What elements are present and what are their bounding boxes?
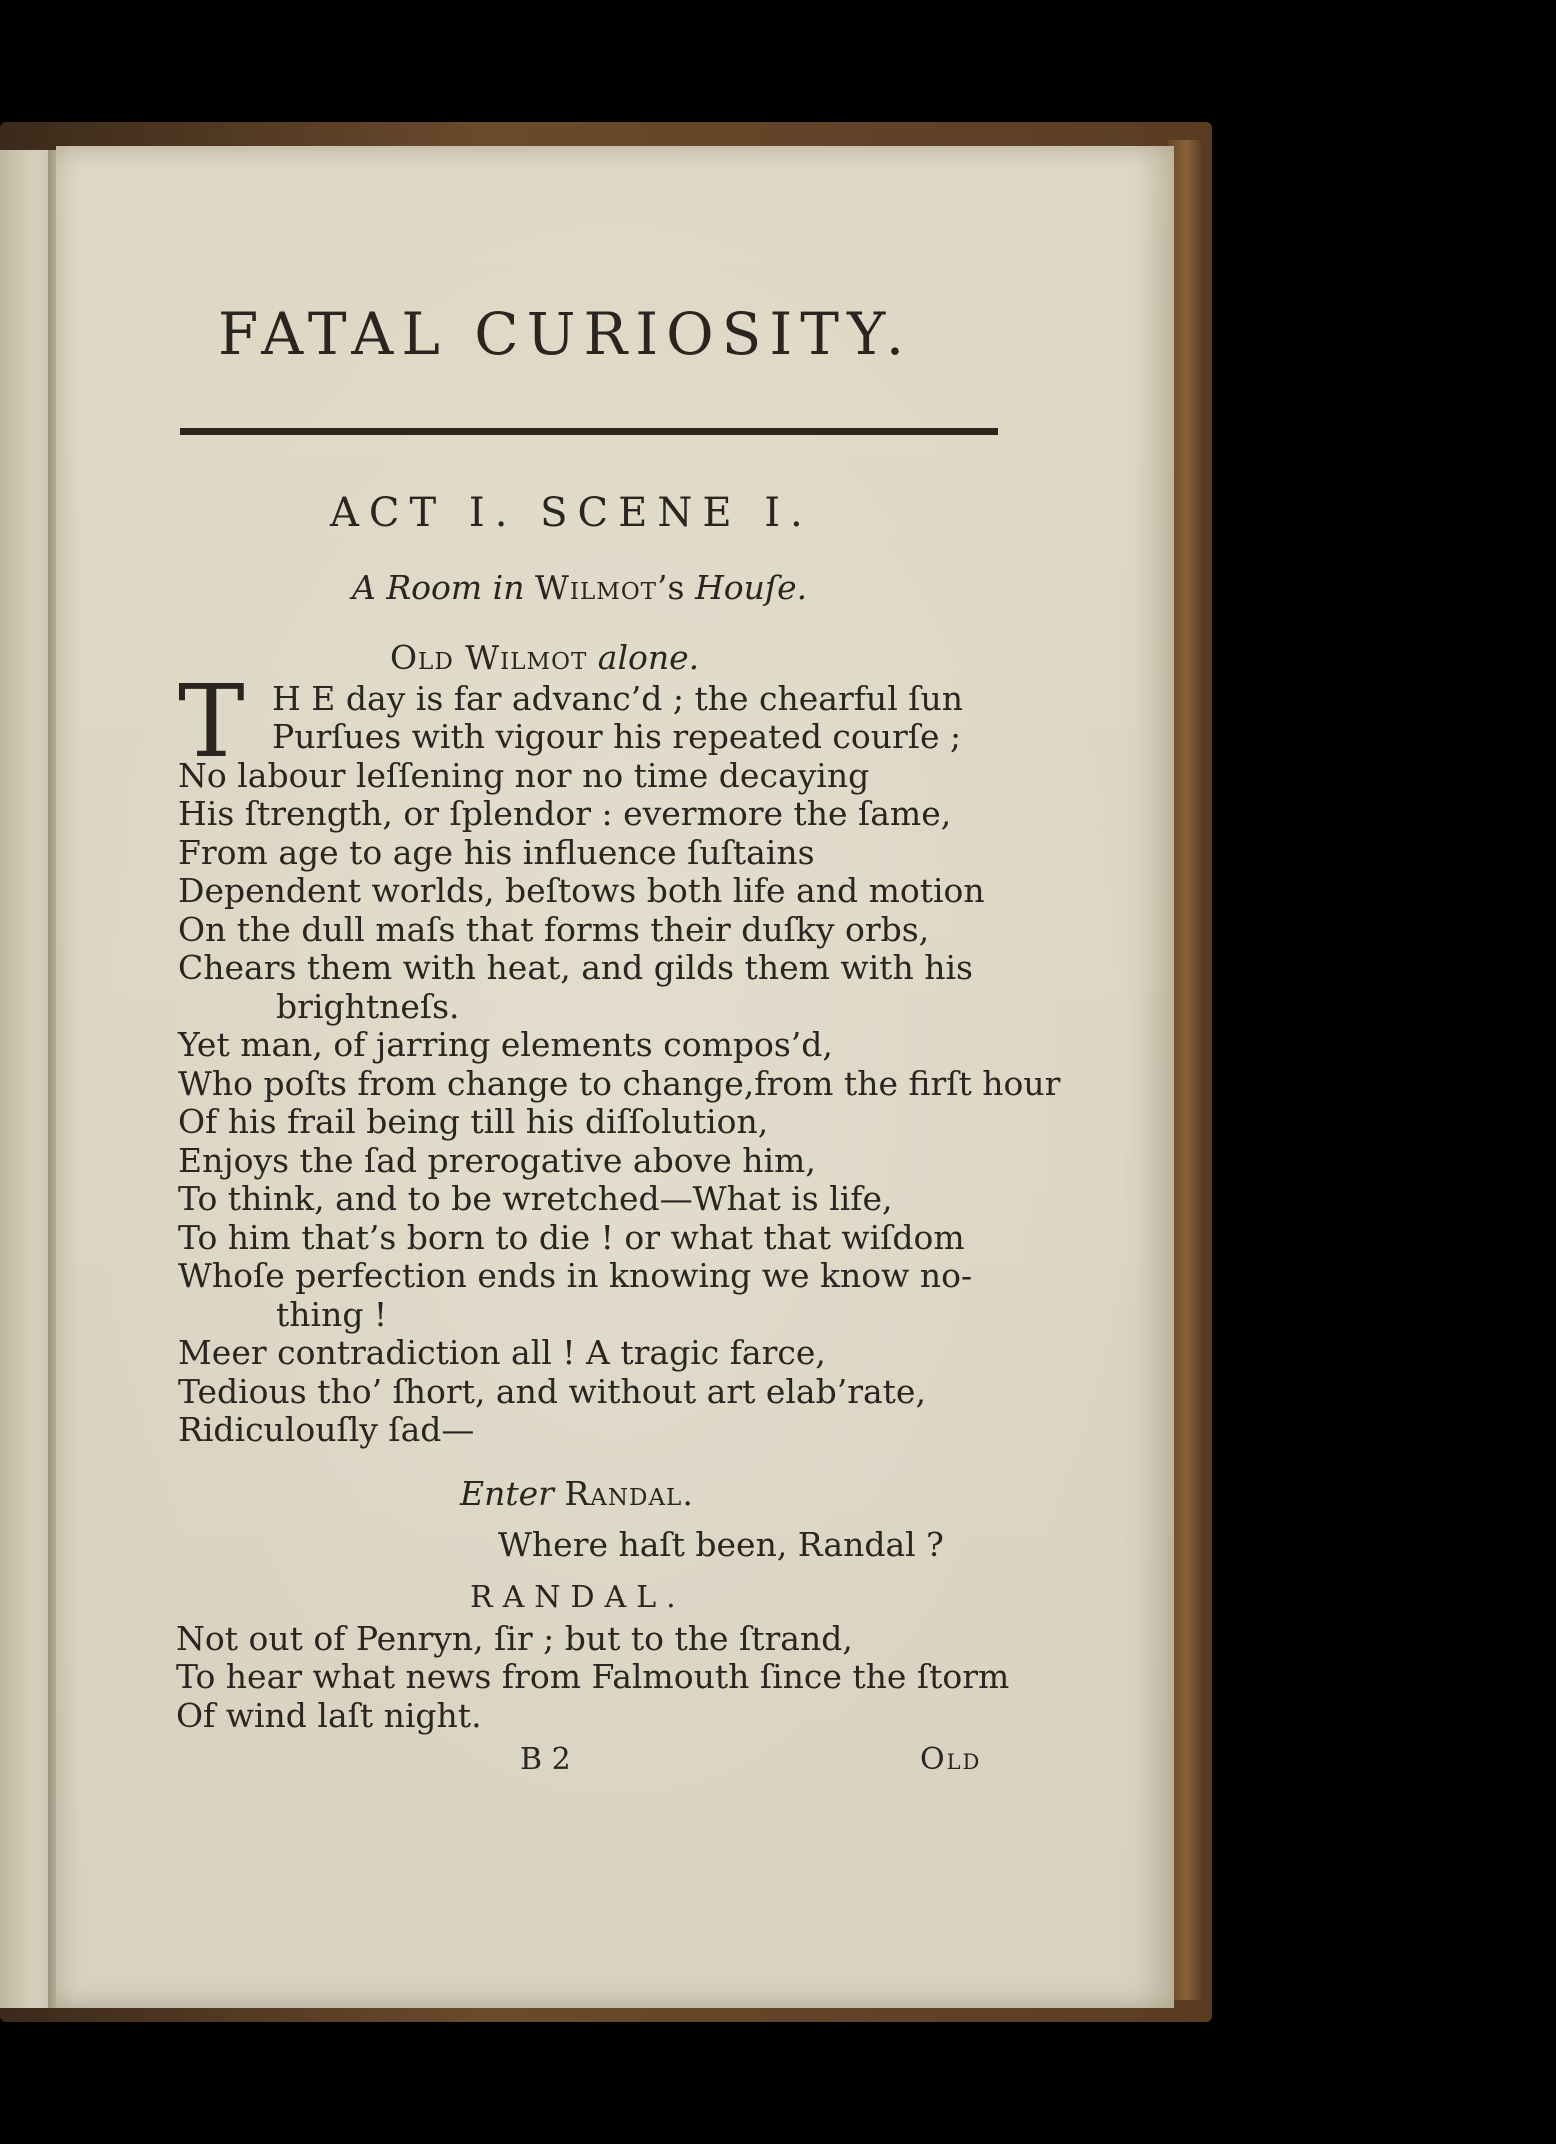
stage-direction — [460, 1474, 694, 1513]
page-title: FATAL CURIOSITY. — [218, 300, 913, 368]
verse-line: To him that’s born to die ! or what that wiſdom — [178, 1218, 965, 1257]
verse-line: Purſues with vigour his repeated courſe ; — [272, 717, 962, 756]
setting-prefix: A Room in — [352, 568, 525, 607]
speaker-name: RANDAL. — [470, 1580, 686, 1615]
verse-line: H E day is far advanc’d ; the chearful ſun — [272, 679, 963, 718]
signature-mark: B 2 — [520, 1742, 571, 1777]
verse-line: Where haſt been, Randal ? — [498, 1525, 944, 1564]
drop-cap: T — [178, 663, 245, 780]
setting-suffix: ’s — [657, 568, 685, 607]
setting-name: Wilmot — [535, 568, 658, 607]
setting-place: Houſe. — [694, 568, 808, 607]
scene-setting — [352, 568, 807, 607]
verse-line: Of his frail being till his diſſolution, — [178, 1102, 769, 1141]
catchword: Old — [920, 1742, 982, 1777]
verse-line: From age to age his influence ſuſtains — [178, 833, 815, 872]
opening-speaker — [390, 638, 699, 677]
verse-line: Yet man, of jarring elements compos’d, — [178, 1025, 833, 1064]
verse-line: To hear what news from Falmouth ſince the ſtorm — [176, 1657, 1010, 1696]
verse-line: Meer contradiction all ! A tragic farce, — [178, 1333, 826, 1372]
verse-line: thing ! — [276, 1295, 388, 1334]
verse-line: Ridiculouſly ſad— — [178, 1410, 475, 1449]
verse-line: On the dull maſs that forms their duſky orbs, — [178, 910, 930, 949]
verse-line: Of wind laſt night. — [176, 1696, 482, 1735]
title-rule — [180, 428, 998, 435]
opening-speaker-direction: alone. — [597, 638, 700, 677]
verse-line: Tedious tho’ ſhort, and without art elab’rate, — [178, 1372, 926, 1411]
opening-speaker-name: Old Wilmot — [390, 638, 588, 677]
verse-line: Who poſts from change to change,from the firſt hour — [178, 1064, 1061, 1103]
verse-line: No labour leſſening nor no time decaying — [178, 756, 870, 795]
verse-line: Chears them with heat, and gilds them with his — [178, 948, 973, 987]
verse-line: brightneſs. — [276, 987, 460, 1026]
verse-line: To think, and to be wretched—What is life, — [178, 1179, 893, 1218]
verse-line: Not out of Penryn, ſir ; but to the ſtrand, — [176, 1619, 853, 1658]
stage-verb: Enter — [460, 1474, 554, 1513]
verse-line: Whoſe perfection ends in knowing we know no- — [178, 1256, 973, 1295]
verse-line: Enjoys the ſad prerogative above him, — [178, 1141, 816, 1180]
act-heading: ACT I. SCENE I. — [330, 490, 813, 536]
stage-character: Randal. — [564, 1474, 694, 1513]
verse-line: His ſtrength, or ſplendor : evermore the ſame, — [178, 794, 952, 833]
verse-line: Dependent worlds, beſtows both life and motion — [178, 871, 985, 910]
